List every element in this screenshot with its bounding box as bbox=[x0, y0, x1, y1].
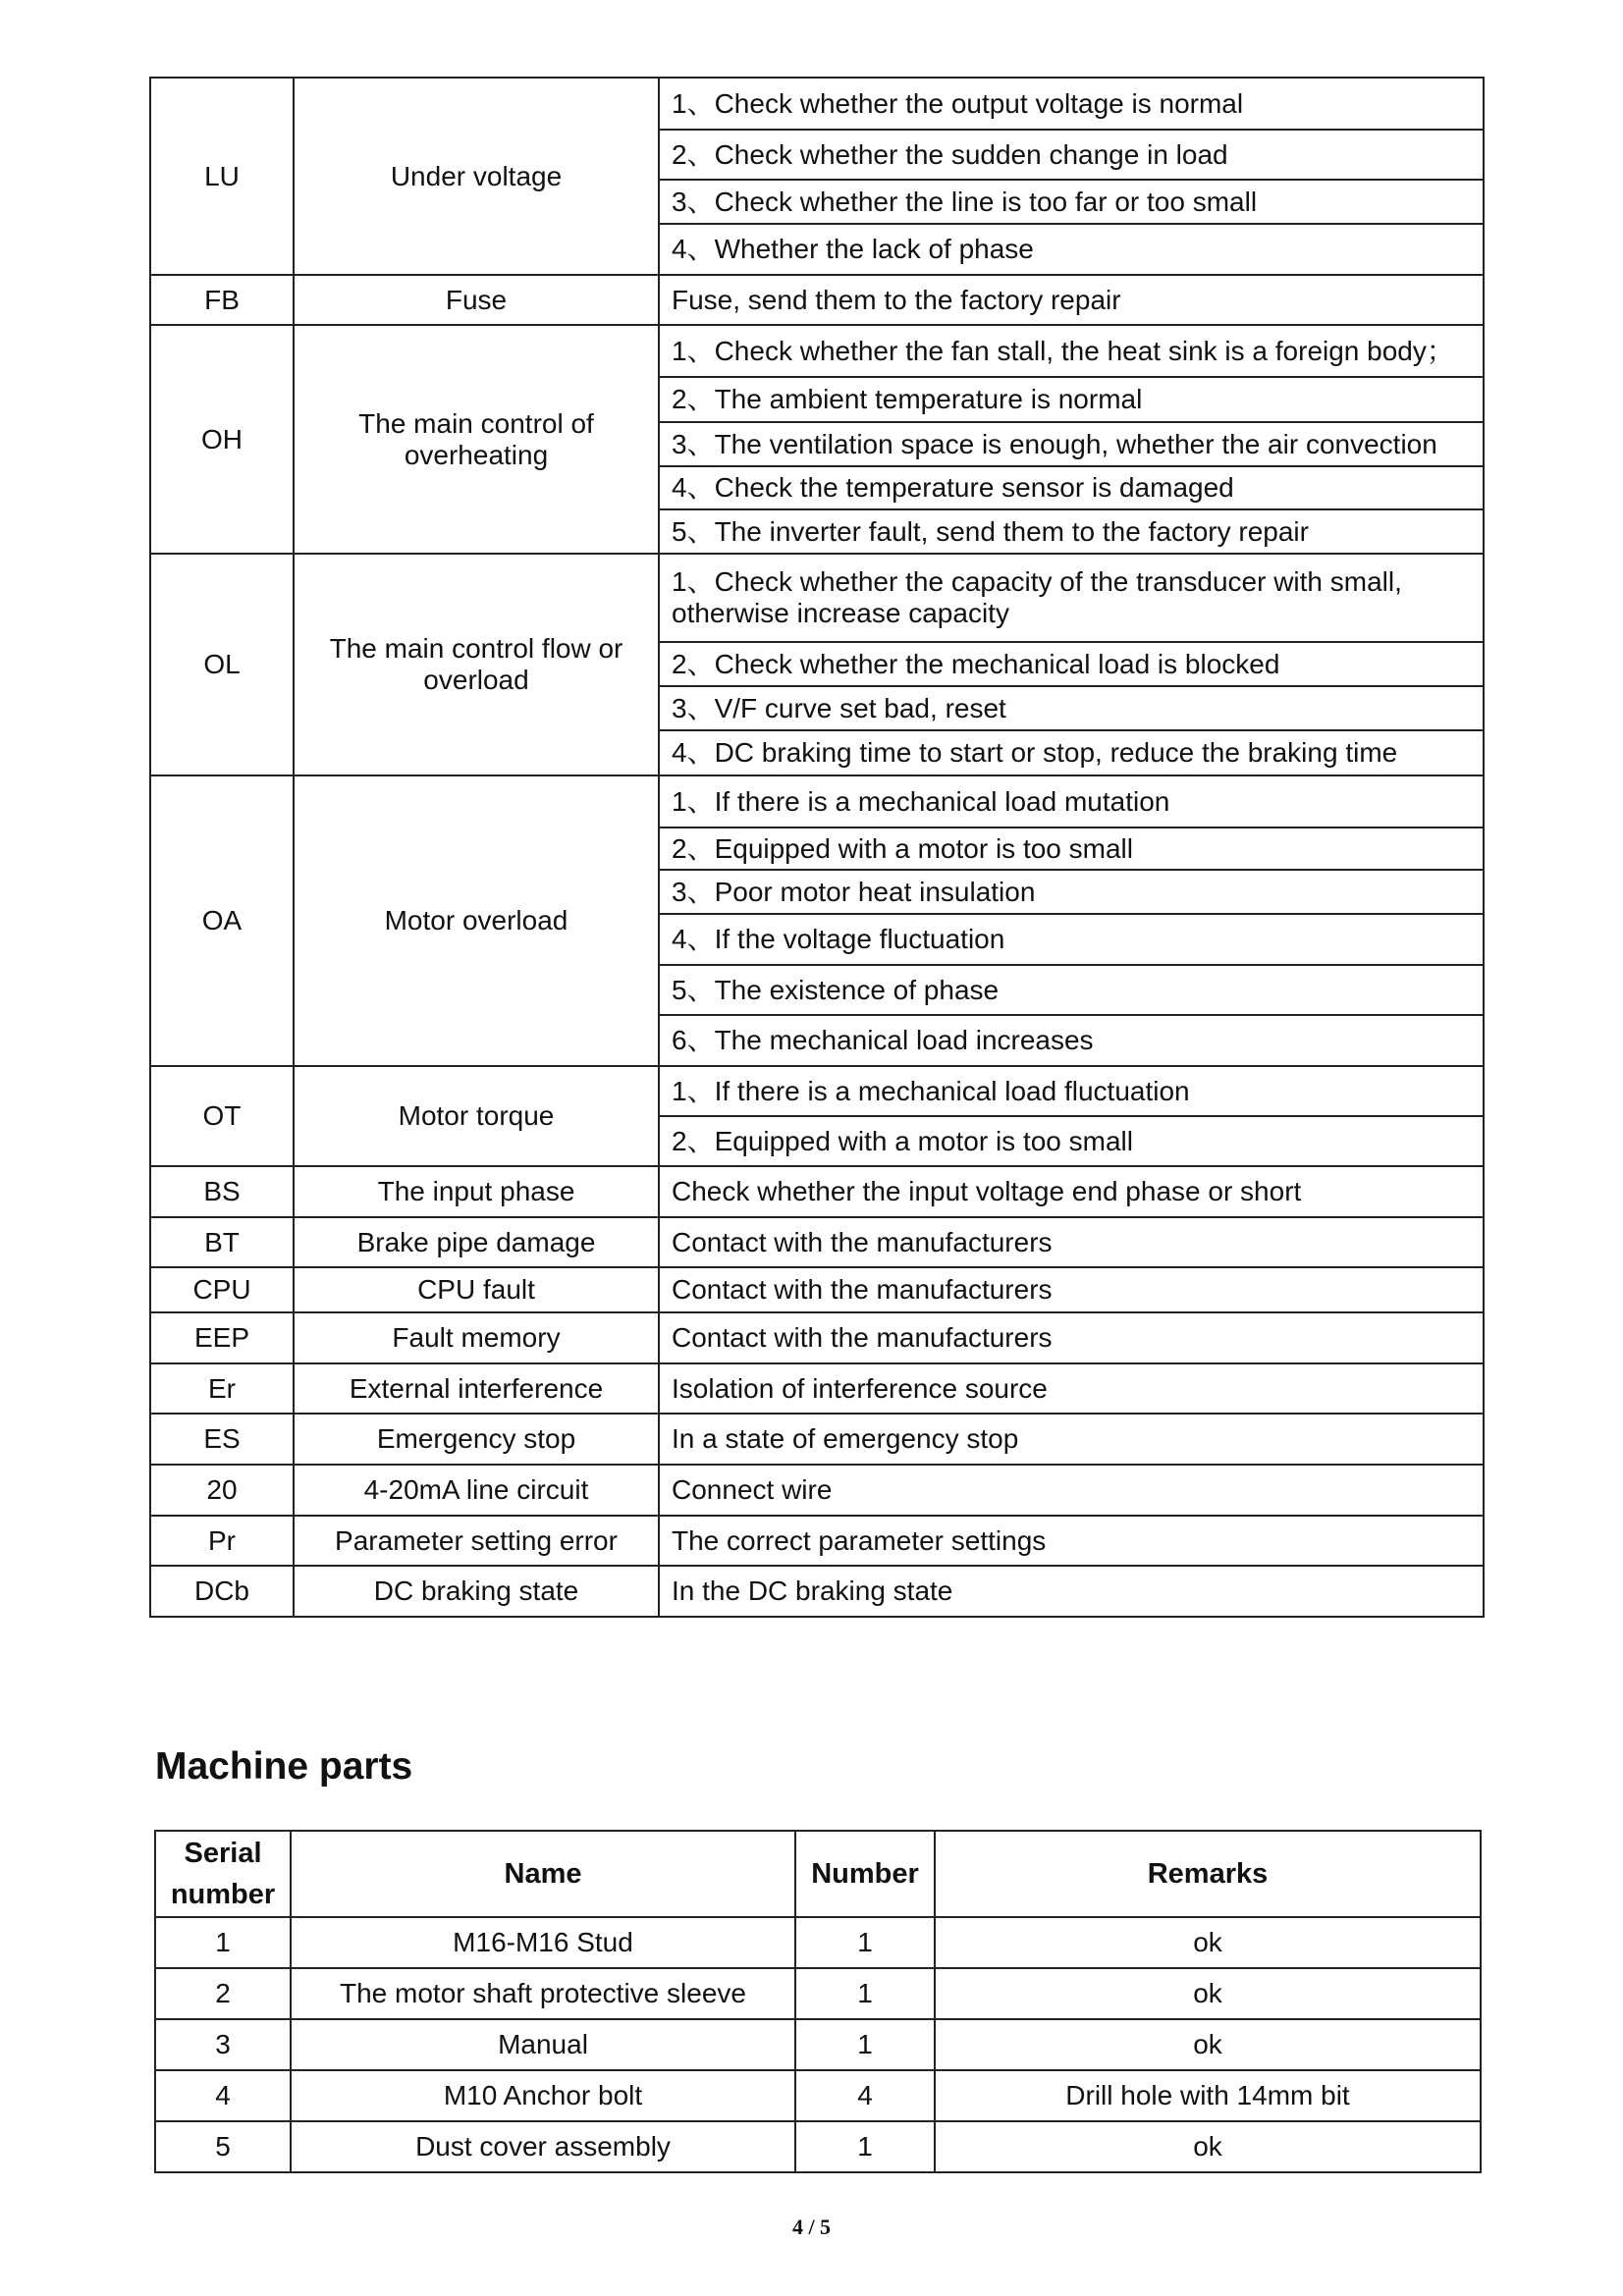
fault-code: OA bbox=[150, 775, 294, 1066]
fault-solution: 2、Check whether the sudden change in load bbox=[659, 130, 1484, 180]
fault-table-row bbox=[150, 1166, 1484, 1217]
fault-code-table bbox=[149, 77, 1485, 1618]
fault-name: CPU fault bbox=[294, 1267, 659, 1312]
parts-table-row bbox=[155, 2121, 1481, 2172]
fault-table-row bbox=[150, 1267, 1484, 1312]
parts-table-row bbox=[155, 1968, 1481, 2019]
part-serial-number: 4 bbox=[155, 2070, 291, 2121]
fault-solution: 6、The mechanical load increases bbox=[659, 1015, 1484, 1066]
fault-solution: Check whether the input voltage end phase or short bbox=[659, 1166, 1484, 1217]
fault-solution: 1、Check whether the capacity of the transducer with small, otherwise increase capacity bbox=[659, 554, 1484, 642]
fault-code: FB bbox=[150, 275, 294, 325]
fault-table-row bbox=[150, 1312, 1484, 1363]
fault-solution: The correct parameter settings bbox=[659, 1516, 1484, 1566]
part-name: M10 Anchor bolt bbox=[291, 2070, 795, 2121]
fault-solution: Contact with the manufacturers bbox=[659, 1217, 1484, 1267]
fault-solution: 1、Check whether the output voltage is normal bbox=[659, 78, 1484, 130]
fault-solution: Fuse, send them to the factory repair bbox=[659, 275, 1484, 325]
fault-name: Motor torque bbox=[294, 1066, 659, 1166]
fault-table-row bbox=[150, 275, 1484, 325]
part-name: The motor shaft protective sleeve bbox=[291, 1968, 795, 2019]
fault-solution: 2、The ambient temperature is normal bbox=[659, 377, 1484, 422]
fault-code: EEP bbox=[150, 1312, 294, 1363]
fault-code: OT bbox=[150, 1066, 294, 1166]
fault-table-row bbox=[150, 325, 1484, 377]
fault-solution: 5、The inverter fault, send them to the factory repair bbox=[659, 509, 1484, 554]
fault-solution: Isolation of interference source bbox=[659, 1363, 1484, 1414]
fault-solution: 4、Check the temperature sensor is damaged bbox=[659, 466, 1484, 509]
fault-solution: In a state of emergency stop bbox=[659, 1414, 1484, 1465]
fault-code: Er bbox=[150, 1363, 294, 1414]
fault-name: Motor overload bbox=[294, 775, 659, 1066]
fault-code: DCb bbox=[150, 1566, 294, 1617]
part-name: Manual bbox=[291, 2019, 795, 2070]
fault-code: Pr bbox=[150, 1516, 294, 1566]
fault-solution: 1、If there is a mechanical load fluctuation bbox=[659, 1066, 1484, 1116]
fault-solution: 4、DC braking time to start or stop, reduce the braking time bbox=[659, 730, 1484, 775]
fault-solution: 2、Check whether the mechanical load is blocked bbox=[659, 642, 1484, 686]
header-name: Name bbox=[291, 1831, 795, 1917]
header-number: Number bbox=[795, 1831, 935, 1917]
fault-name: Under voltage bbox=[294, 78, 659, 275]
fault-solution: Contact with the manufacturers bbox=[659, 1312, 1484, 1363]
fault-table-row bbox=[150, 775, 1484, 828]
fault-code: LU bbox=[150, 78, 294, 275]
fault-solution: 4、If the voltage fluctuation bbox=[659, 914, 1484, 965]
fault-table-row bbox=[150, 1414, 1484, 1465]
fault-table-row bbox=[150, 1363, 1484, 1414]
fault-table-row bbox=[150, 78, 1484, 130]
part-number: 1 bbox=[795, 2121, 935, 2172]
part-remarks: ok bbox=[935, 2121, 1481, 2172]
fault-solution: Connect wire bbox=[659, 1465, 1484, 1516]
fault-solution: 2、Equipped with a motor is too small bbox=[659, 1116, 1484, 1166]
fault-name: DC braking state bbox=[294, 1566, 659, 1617]
fault-table-row bbox=[150, 1066, 1484, 1116]
fault-solution: 3、The ventilation space is enough, whether the air convection bbox=[659, 422, 1484, 466]
fault-solution: In the DC braking state bbox=[659, 1566, 1484, 1617]
fault-table-row bbox=[150, 1465, 1484, 1516]
fault-table-row bbox=[150, 1516, 1484, 1566]
fault-name: Parameter setting error bbox=[294, 1516, 659, 1566]
fault-name: The input phase bbox=[294, 1166, 659, 1217]
fault-name: Emergency stop bbox=[294, 1414, 659, 1465]
machine-parts-table bbox=[154, 1830, 1482, 2173]
part-remarks: ok bbox=[935, 2019, 1481, 2070]
part-name: Dust cover assembly bbox=[291, 2121, 795, 2172]
parts-table-row bbox=[155, 2070, 1481, 2121]
fault-name: Brake pipe damage bbox=[294, 1217, 659, 1267]
fault-solution: 5、The existence of phase bbox=[659, 965, 1484, 1015]
fault-solution: Contact with the manufacturers bbox=[659, 1267, 1484, 1312]
fault-code: BS bbox=[150, 1166, 294, 1217]
fault-solution: 2、Equipped with a motor is too small bbox=[659, 828, 1484, 870]
fault-code: CPU bbox=[150, 1267, 294, 1312]
header-remarks: Remarks bbox=[935, 1831, 1481, 1917]
fault-name: The main control flow or overload bbox=[294, 554, 659, 775]
fault-code: BT bbox=[150, 1217, 294, 1267]
part-remarks: Drill hole with 14mm bit bbox=[935, 2070, 1481, 2121]
fault-name: External interference bbox=[294, 1363, 659, 1414]
fault-name: The main control of overheating bbox=[294, 325, 659, 554]
fault-solution: 1、If there is a mechanical load mutation bbox=[659, 775, 1484, 828]
part-serial-number: 1 bbox=[155, 1917, 291, 1968]
header-serial-number: Serial number bbox=[155, 1831, 291, 1917]
section-title: Machine parts bbox=[155, 1745, 413, 1788]
part-serial-number: 3 bbox=[155, 2019, 291, 2070]
parts-table-row bbox=[155, 2019, 1481, 2070]
fault-name: 4-20mA line circuit bbox=[294, 1465, 659, 1516]
fault-name: Fuse bbox=[294, 275, 659, 325]
part-serial-number: 5 bbox=[155, 2121, 291, 2172]
fault-code: OH bbox=[150, 325, 294, 554]
part-number: 1 bbox=[795, 1917, 935, 1968]
fault-name: Fault memory bbox=[294, 1312, 659, 1363]
part-number: 1 bbox=[795, 2019, 935, 2070]
part-serial-number: 2 bbox=[155, 1968, 291, 2019]
fault-code: 20 bbox=[150, 1465, 294, 1516]
parts-header-row bbox=[155, 1831, 1481, 1917]
part-name: M16-M16 Stud bbox=[291, 1917, 795, 1968]
fault-table-row bbox=[150, 554, 1484, 642]
fault-solution: 4、Whether the lack of phase bbox=[659, 224, 1484, 275]
fault-solution: 1、Check whether the fan stall, the heat sink is a foreign body； bbox=[659, 325, 1484, 377]
part-remarks: ok bbox=[935, 1917, 1481, 1968]
fault-solution: 3、V/F curve set bad, reset bbox=[659, 686, 1484, 730]
fault-solution: 3、Poor motor heat insulation bbox=[659, 870, 1484, 914]
fault-table-row bbox=[150, 1566, 1484, 1617]
part-number: 1 bbox=[795, 1968, 935, 2019]
part-number: 4 bbox=[795, 2070, 935, 2121]
part-remarks: ok bbox=[935, 1968, 1481, 2019]
parts-table-row bbox=[155, 1917, 1481, 1968]
fault-code: ES bbox=[150, 1414, 294, 1465]
fault-code: OL bbox=[150, 554, 294, 775]
fault-table-row bbox=[150, 1217, 1484, 1267]
page-number: 4 / 5 bbox=[791, 2215, 832, 2239]
fault-solution: 3、Check whether the line is too far or too small bbox=[659, 180, 1484, 224]
